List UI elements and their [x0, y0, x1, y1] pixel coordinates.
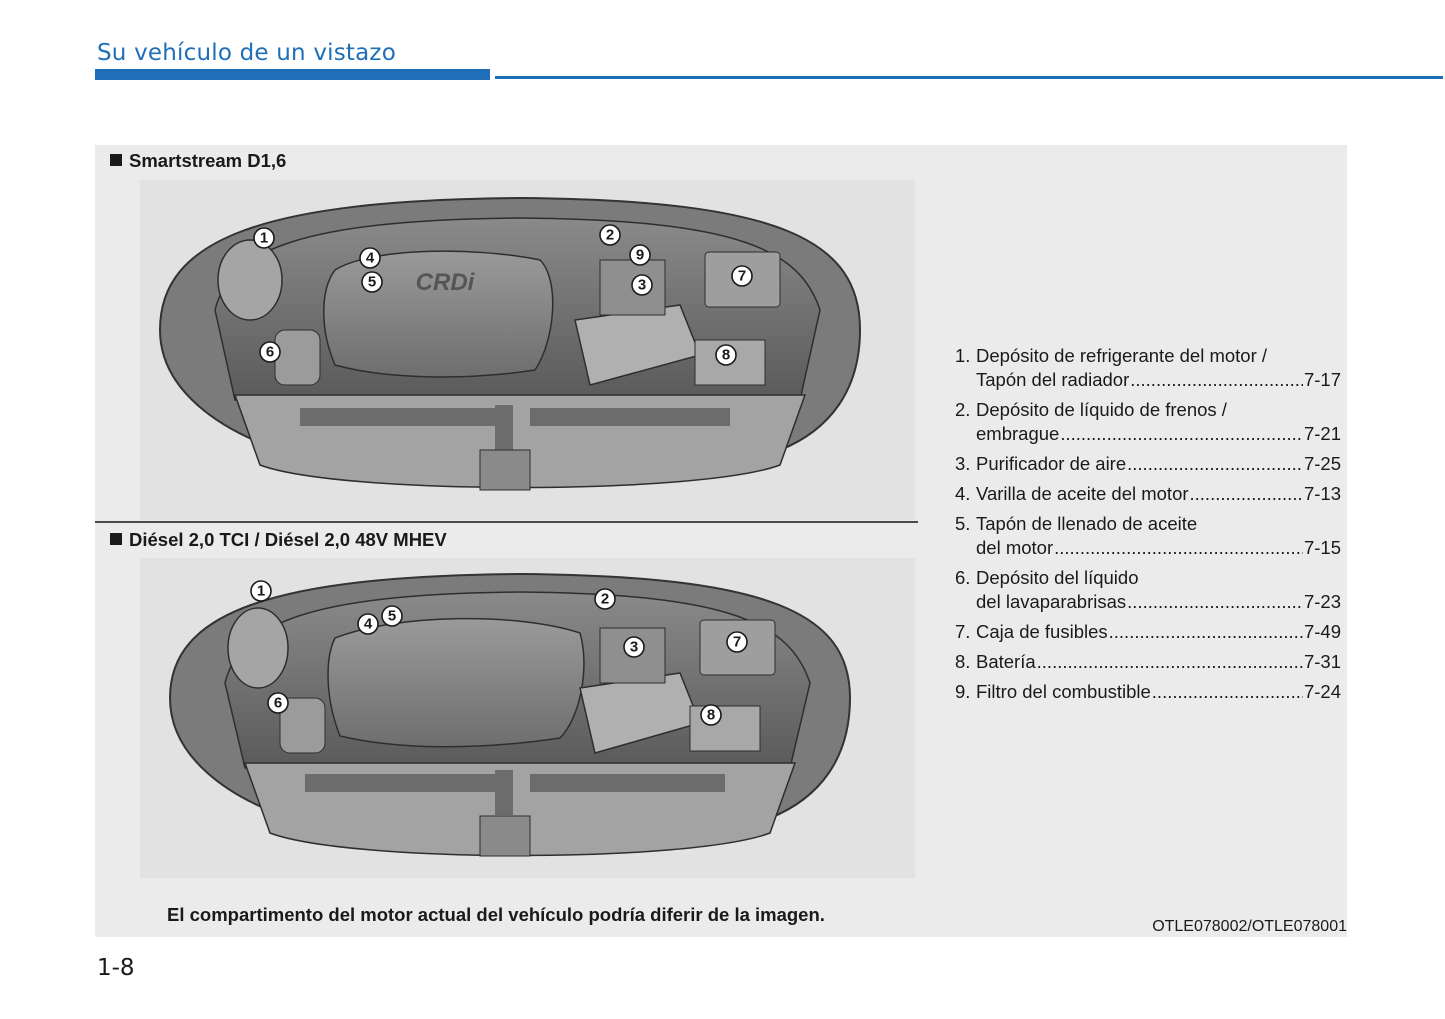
- svg-text:9: 9: [635, 246, 645, 264]
- legend-item-7: 7. Caja de fusibles ..... 7-49: [955, 620, 1341, 644]
- callout-3-bottom: [624, 637, 644, 657]
- svg-text:1: 1: [259, 229, 269, 247]
- legend-item-6: 6. Depósito del líquido del lavaparabrisas ..... 7-23: [955, 566, 1341, 614]
- callout-5-bottom: [382, 606, 402, 626]
- header-rule-thick: [95, 69, 490, 80]
- svg-text:8: 8: [706, 706, 716, 724]
- parts-legend: [955, 344, 1341, 710]
- section-divider: [95, 521, 918, 523]
- svg-text:5: 5: [387, 607, 397, 625]
- engine-bay-illustration-bottom: [140, 558, 915, 878]
- callout-4-top: [360, 248, 380, 268]
- engine-bay-illustration-top: [140, 180, 915, 520]
- callout-7-bottom: [727, 632, 747, 652]
- svg-text:1: 1: [256, 582, 266, 600]
- svg-text:4: 4: [363, 615, 373, 633]
- section-label-diesel-20: Diésel 2,0 TCI / Diésel 2,0 48V MHEV: [110, 529, 447, 551]
- legend-item-3: 3. Purificador de aire ..... 7-25: [955, 452, 1341, 476]
- callout-3-top: [632, 275, 652, 295]
- callout-1-bottom: [251, 581, 271, 601]
- legend-item-4: 4. Varilla de aceite del motor ..... 7-13: [955, 482, 1341, 506]
- engine-logo-text: CRDi: [415, 269, 475, 296]
- header-rule-thin: [495, 76, 1443, 79]
- figure-code: OTLE078002/OTLE078001: [1152, 918, 1347, 935]
- legend-item-1: 1. Depósito de refrigerante del motor / Tapón del radiador ..... 7-17: [955, 344, 1341, 392]
- svg-text:6: 6: [265, 343, 275, 361]
- svg-text:2: 2: [605, 226, 615, 244]
- legend-item-8: 8. Batería ..... 7-31: [955, 650, 1341, 674]
- page-number: 1-8: [97, 955, 135, 981]
- svg-text:3: 3: [637, 276, 647, 294]
- callout-4-bottom: [358, 614, 378, 634]
- callout-6-top: [260, 342, 280, 362]
- svg-text:8: 8: [721, 346, 731, 364]
- callout-2-top: [600, 225, 620, 245]
- svg-text:4: 4: [365, 249, 375, 267]
- svg-text:5: 5: [367, 273, 377, 291]
- callout-5-top: [362, 272, 382, 292]
- svg-text:6: 6: [273, 694, 283, 712]
- legend-item-2: 2. Depósito de líquido de frenos / embrague ..... 7-21: [955, 398, 1341, 446]
- callout-1-top: [254, 228, 274, 248]
- callout-8-top: [716, 345, 736, 365]
- page-header-title: Su vehículo de un vistazo: [97, 40, 396, 66]
- callout-8-bottom: [701, 705, 721, 725]
- callout-7-top: [732, 266, 752, 286]
- callout-6-bottom: [268, 693, 288, 713]
- legend-item-5: 5. Tapón de llenado de aceite del motor ..... 7-15: [955, 512, 1341, 560]
- callout-9-top: [630, 245, 650, 265]
- legend-item-9: 9. Filtro del combustible ..... 7-24: [955, 680, 1341, 704]
- square-bullet-icon: [110, 154, 122, 166]
- figure-caption: El compartimento del motor actual del vehículo podría diferir de la imagen.: [167, 904, 825, 925]
- svg-text:3: 3: [629, 638, 639, 656]
- section-label-d16: Smartstream D1,6: [110, 150, 286, 172]
- callout-2-bottom: [595, 589, 615, 609]
- square-bullet-icon: [110, 533, 122, 545]
- svg-text:2: 2: [600, 590, 610, 608]
- svg-text:7: 7: [732, 633, 742, 651]
- svg-text:7: 7: [737, 267, 747, 285]
